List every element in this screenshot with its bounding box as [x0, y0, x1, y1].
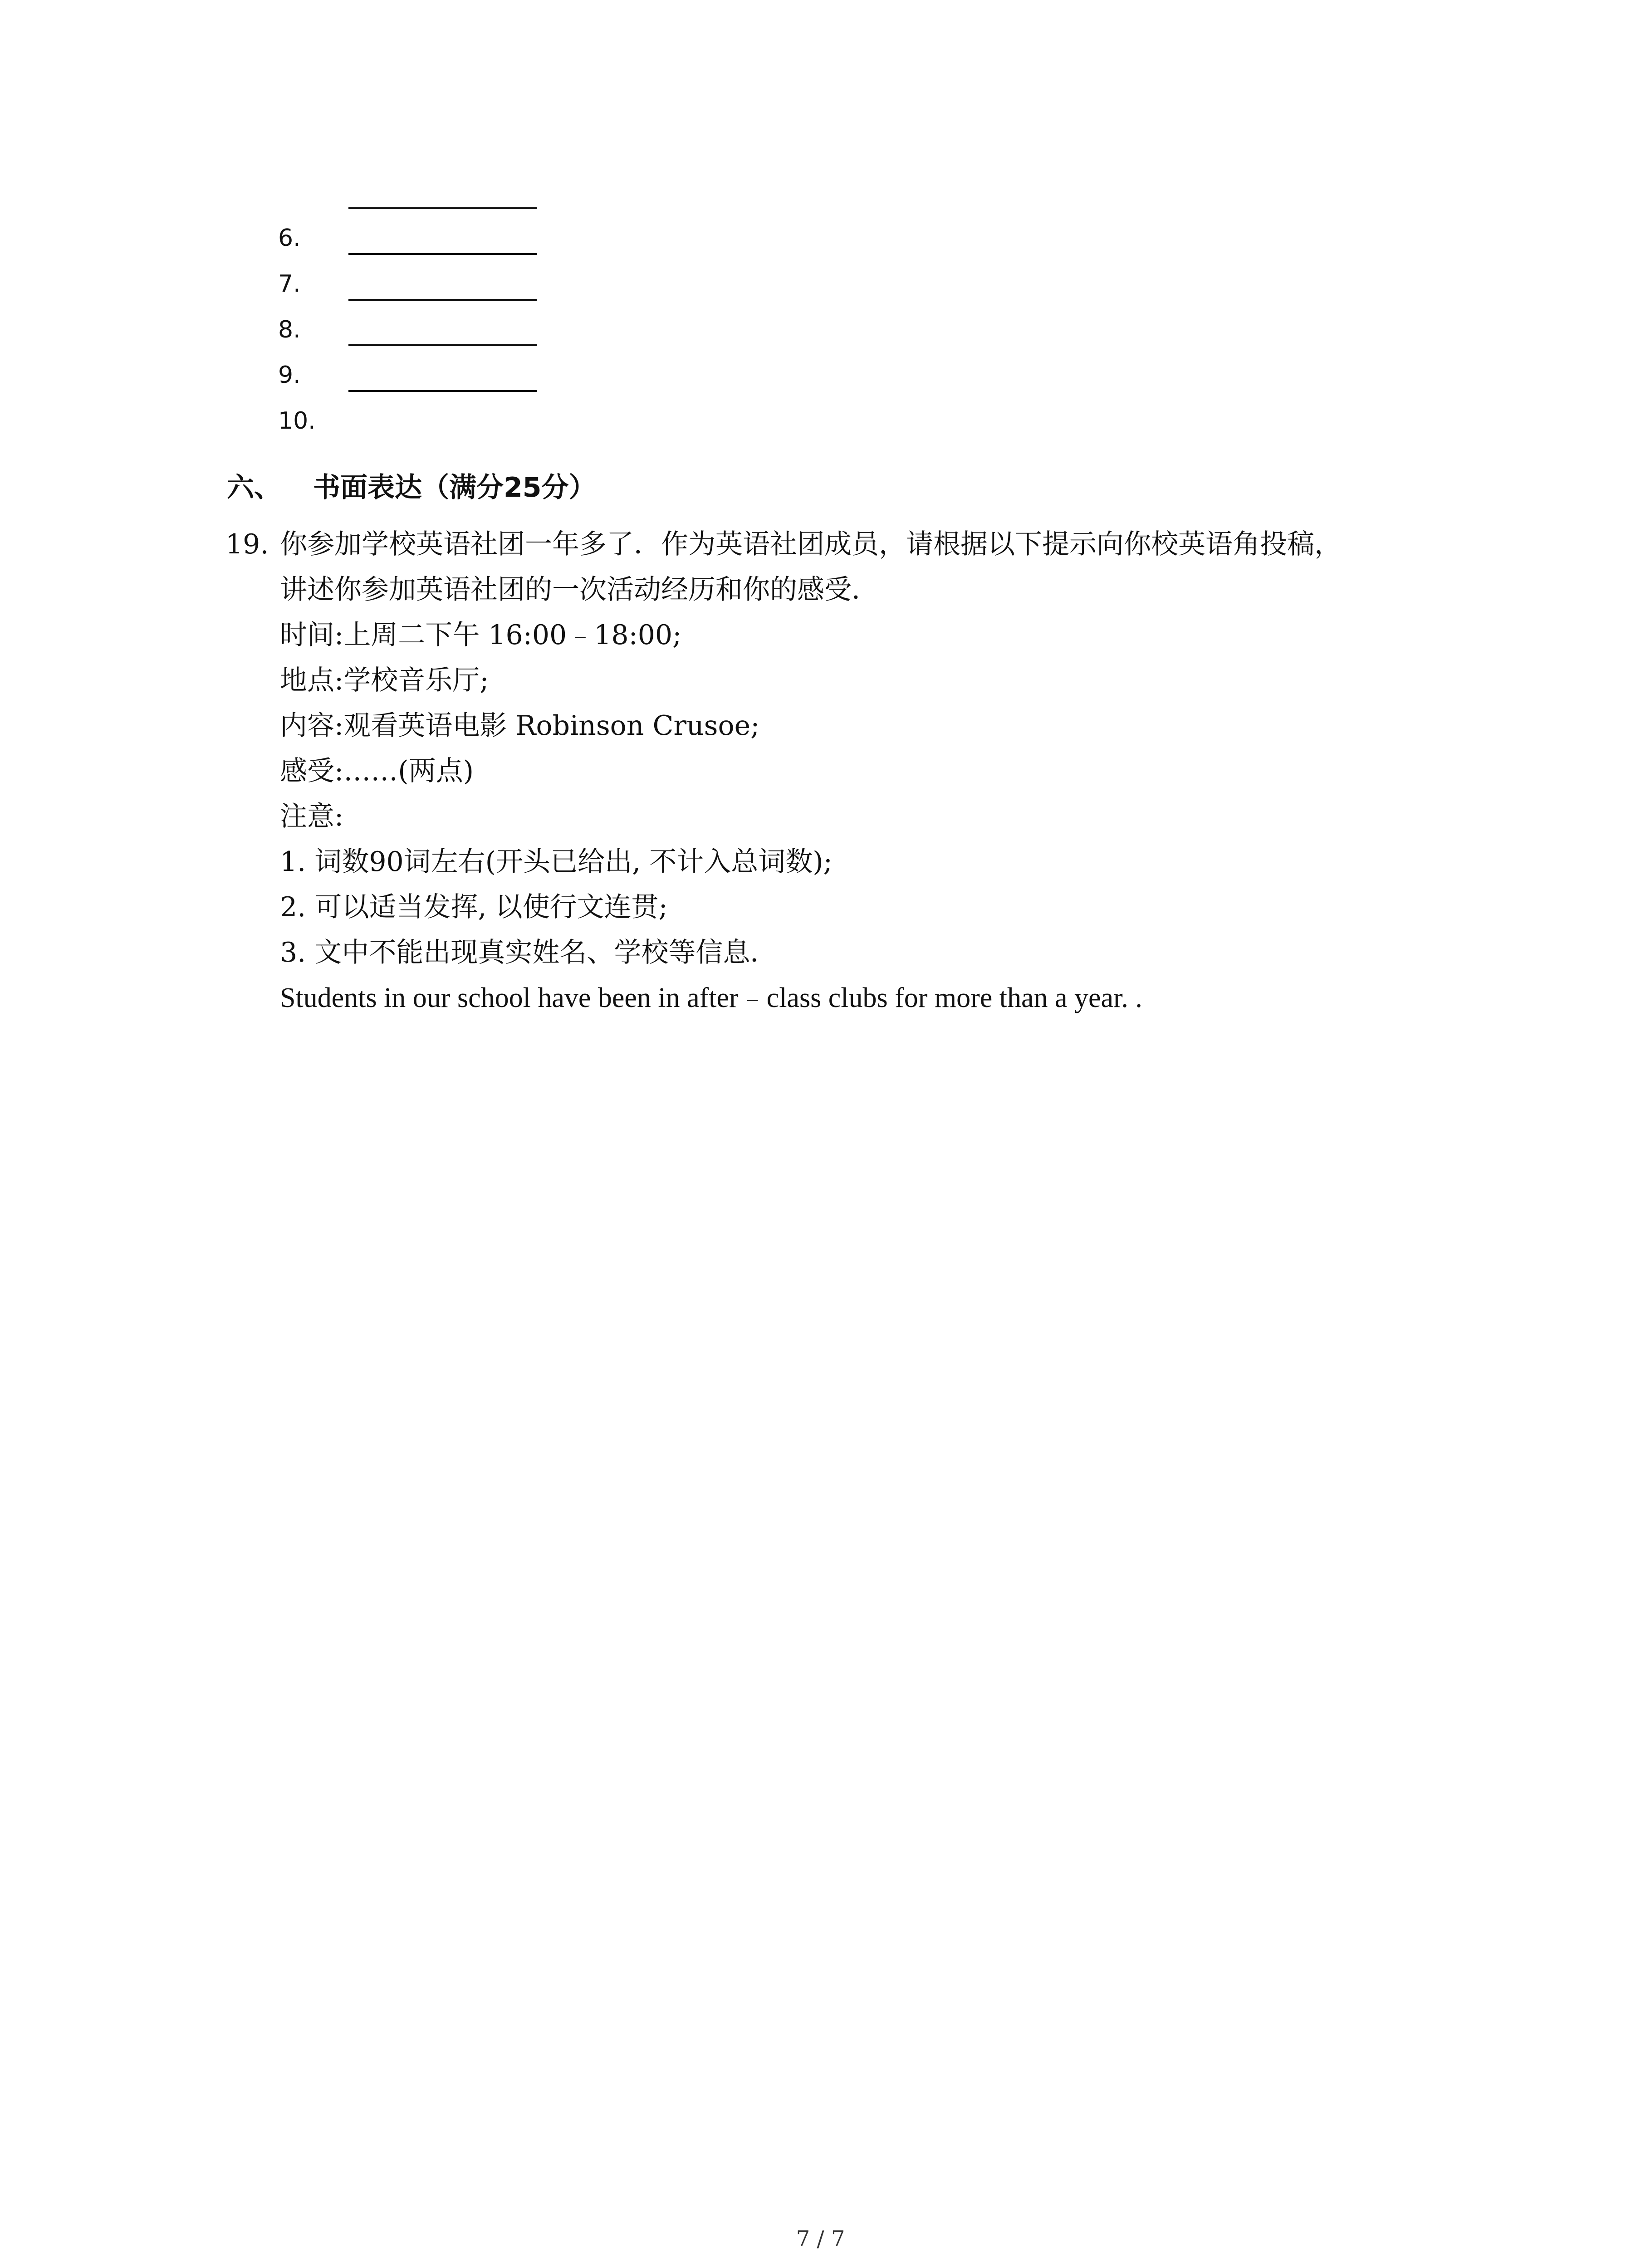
note-1: 1. 词数90词左右(开头已给出, 不计入总词数);	[280, 846, 833, 878]
question-prompt-line-2: 讲述你参加英语社团的一次活动经历和你的感受．	[280, 574, 879, 606]
question-number: 19.	[225, 528, 269, 560]
answer-line[interactable]	[348, 207, 537, 209]
question-feeling: 感受:……(两点)	[280, 755, 474, 787]
answer-line[interactable]	[348, 344, 537, 346]
question-content: 内容:观看英语电影 Robinson Crusoe;	[280, 710, 760, 742]
answer-blank-number: 10.	[278, 407, 316, 435]
section-title: 书面表达（满分25分）	[313, 472, 596, 503]
answer-blank-8	[278, 312, 686, 357]
answer-line[interactable]	[348, 390, 537, 392]
answer-blank-9	[278, 357, 686, 402]
question-time: 时间:上周二下午 16:00﹣18:00;	[280, 619, 682, 651]
section-heading	[227, 469, 596, 506]
answer-blank-number: 7.	[278, 270, 301, 298]
notes-label: 注意:	[280, 801, 344, 832]
answer-blank-7	[278, 266, 686, 311]
question-place: 地点:学校音乐厅;	[280, 665, 489, 696]
answer-blank-number: 8.	[278, 316, 301, 343]
answer-blank-10	[278, 403, 686, 448]
answer-line[interactable]	[348, 253, 537, 255]
section-number: 六、	[227, 472, 281, 503]
note-2: 2. 可以适当发挥, 以使行文连贯;	[280, 891, 668, 923]
answer-blank-number: 6.	[278, 225, 301, 252]
page-number: 7 / 7	[796, 2226, 845, 2252]
answer-blank-number: 9.	[278, 362, 301, 389]
question-prompt-line-1: 你参加学校英语社团一年多了．作为英语社团成员，请根据以下提示向你校英语角投稿，	[280, 528, 1342, 560]
answer-blank-6	[278, 220, 686, 265]
opening-sentence: Students in our school have been in after﹣class clubs for more than a year. .	[280, 982, 1142, 1013]
note-3: 3. 文中不能出现真实姓名、学校等信息．	[280, 937, 778, 968]
answer-line[interactable]	[348, 299, 537, 301]
